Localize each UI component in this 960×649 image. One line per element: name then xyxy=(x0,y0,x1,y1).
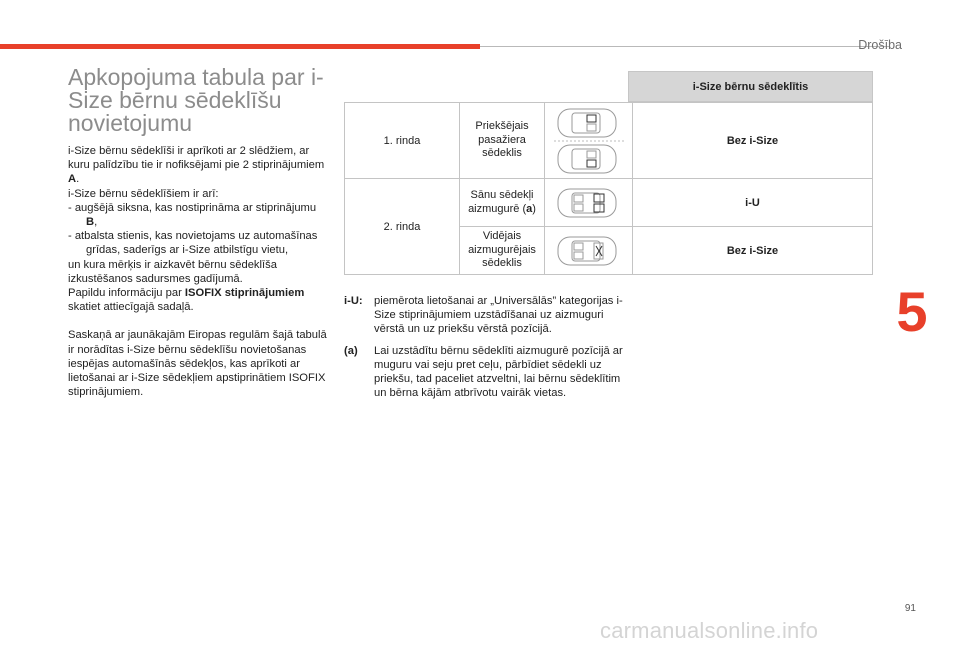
isize-value: Bez i-Size xyxy=(633,103,873,179)
intro-text xyxy=(68,144,330,399)
isize-value: Bez i-Size xyxy=(633,227,873,275)
seat-label: Vidējais aizmugurējais sēdeklis xyxy=(460,227,545,275)
car-top-view-icon xyxy=(554,106,624,176)
list-item: - atbalsta stienis, kas novietojams uz automašīnas grīdas, saderīgs ar i-Size atbilstīgu vietu, xyxy=(68,230,318,257)
page-number: 91 xyxy=(904,603,916,614)
intro-paragraph-4: Papildu informāciju par ISOFIX stiprinājumiem skatiet attiecīgajā sadaļā. xyxy=(68,287,305,314)
note-text: Lai uzstādītu bērnu sēdeklīti aizmugurē pozīcijā ar muguru vai seju pret ceļu, pārbīdiet sēdekli uz priekšu, tad paceliet atzveltni, lai bērnu sēdeklītim un bērna kājām atbrīvotu vairāk vietas. xyxy=(374,344,623,400)
car-diagram-rear-center xyxy=(545,227,633,275)
chapter-number: 5 xyxy=(896,280,928,343)
table-row xyxy=(345,179,873,227)
car-top-view-icon xyxy=(554,185,624,221)
section-title: Drošība xyxy=(858,38,902,52)
intro-paragraph-3: un kura mērķis ir aizkavēt bērnu sēdeklīša izkustēšanos sadursmes gadījumā. xyxy=(68,258,277,285)
list-item: - augšējā siksna, kas nostiprināma ar stiprinājumu B, xyxy=(68,201,317,229)
table-row xyxy=(345,103,873,179)
intro-paragraph-5: Saskaņā ar jaunākajām Eiropas regulām šajā tabulā ir norādītas i-Size bērnu sēdeklīšu novietošanas iespējas automašīnās sēdekļos, kas aprīkoti ar lietošanai ar i-Size sēdekļiem apstiprinātiem ISOFIX stiprinājumiem. xyxy=(68,329,327,399)
seat-label: Sānu sēdekļi aizmugurē (a) xyxy=(460,179,545,227)
car-diagram-rear-sides xyxy=(545,179,633,227)
page-title: Apkopojuma tabula par i-Size bērnu sēdeklīšu novietojumu xyxy=(68,64,324,136)
note-item xyxy=(344,344,624,401)
note-item xyxy=(344,294,624,337)
isize-table xyxy=(344,102,873,275)
intro-paragraph-2: i-Size bērnu sēdeklīšiem ir arī: xyxy=(68,187,219,200)
notes xyxy=(344,294,624,407)
header-accent-bar xyxy=(0,44,480,49)
car-top-view-icon xyxy=(554,233,624,269)
seat-label: Priekšējais pasažiera sēdeklis xyxy=(460,103,545,179)
row-label: 1. rinda xyxy=(345,103,460,179)
watermark: carmanualsonline.info xyxy=(600,618,819,643)
note-key: i-U: xyxy=(344,295,363,307)
intro-paragraph-1: i-Size bērnu sēdeklīši ir aprīkoti ar 2 slēdžiem, ar kuru palīdzību tie ir nofiksējami pie 2 stiprinājumiem A. xyxy=(68,145,325,186)
note-key: (a) xyxy=(344,344,358,357)
isize-value: i-U xyxy=(633,179,873,227)
note-text: piemērota lietošanai ar „Universālās” kategorijas i-Size stiprinājumiem uzstādīšanai uz aizmuguri vērstā un uz priekšu vērstā pozīcijā. xyxy=(374,295,623,336)
row-label: 2. rinda xyxy=(345,179,460,275)
table-header: i-Size bērnu sēdeklītis xyxy=(628,71,873,102)
car-diagram-front xyxy=(545,103,633,179)
